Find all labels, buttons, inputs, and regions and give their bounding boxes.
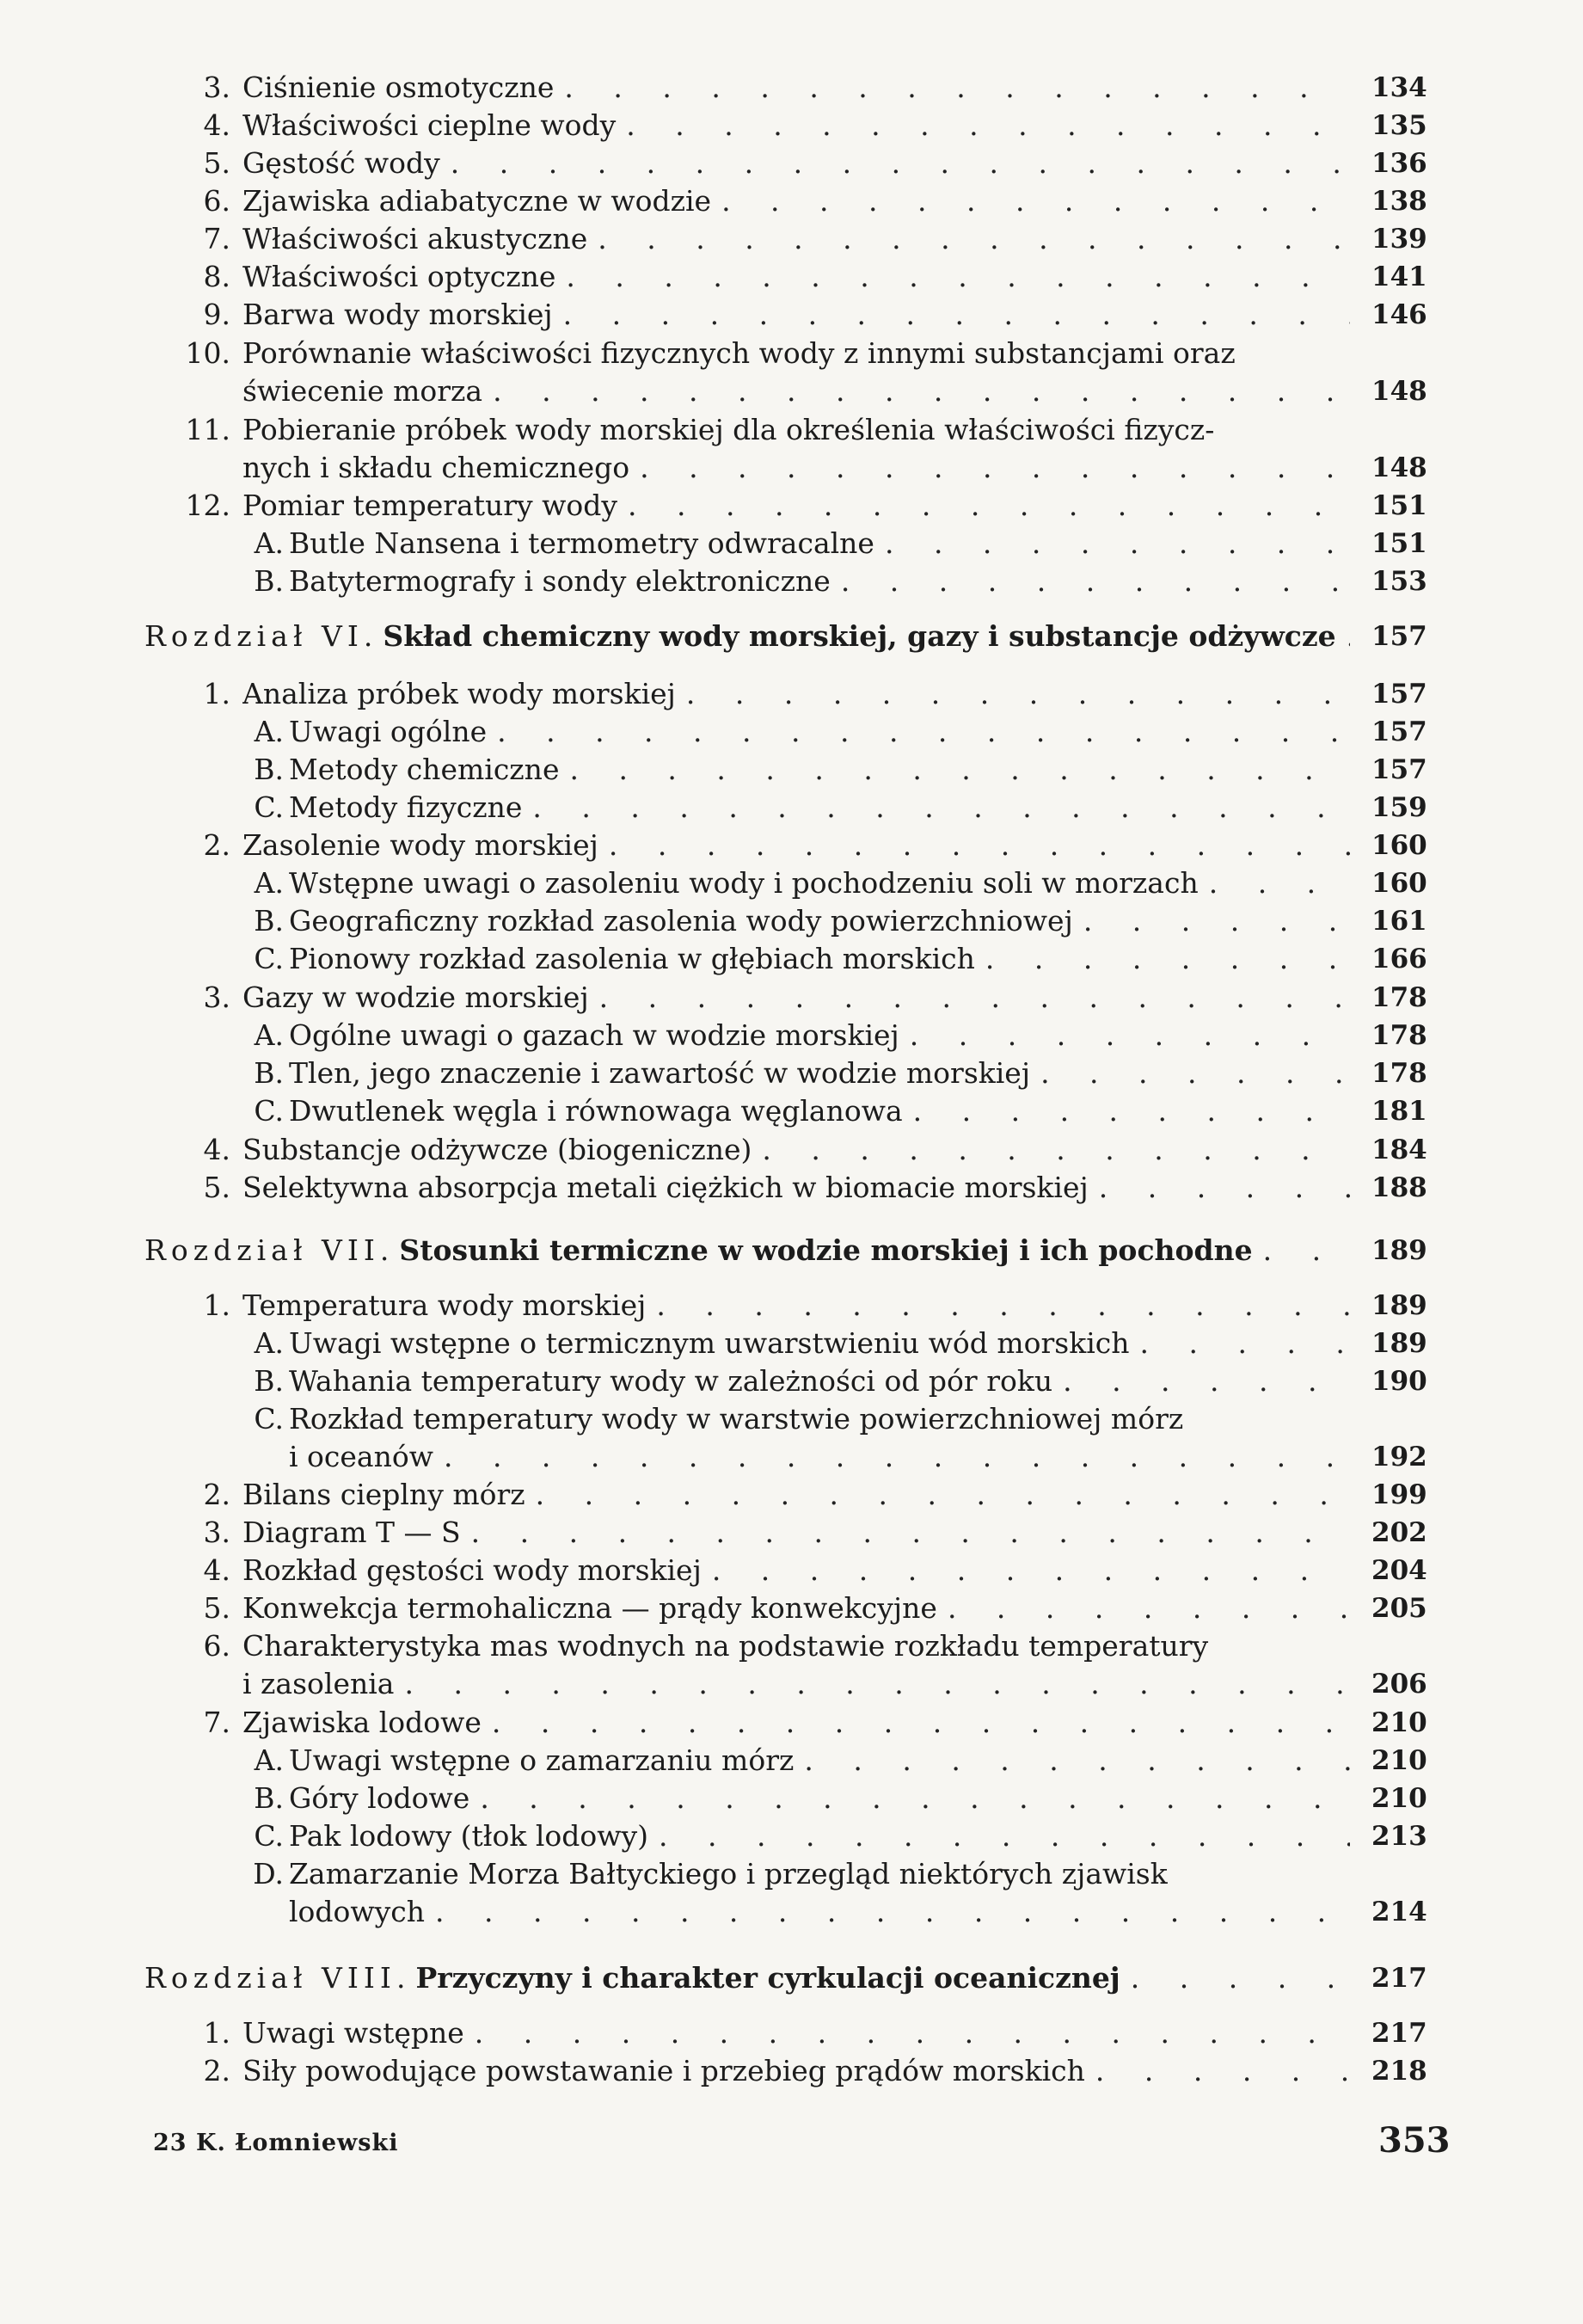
entry-number: 4. bbox=[203, 108, 230, 142]
page-reference: 181 bbox=[1371, 1096, 1427, 1127]
dot-leader bbox=[492, 713, 1350, 751]
entry-title: Ogólne uwagi o gazach w wodzie morskiej bbox=[289, 1018, 899, 1052]
toc-entry bbox=[0, 1855, 1583, 1893]
dot-leader bbox=[466, 1514, 1350, 1552]
chapter-heading bbox=[0, 1232, 1583, 1270]
dot-leader bbox=[908, 1092, 1350, 1130]
dot-leader bbox=[445, 144, 1350, 182]
page-reference: 210 bbox=[1371, 1745, 1427, 1776]
entry-number: B. bbox=[254, 564, 284, 598]
page-reference: 189 bbox=[1371, 1235, 1427, 1266]
page-reference: 148 bbox=[1371, 376, 1427, 407]
toc-entry bbox=[0, 902, 1583, 940]
dot-leader bbox=[1341, 618, 1350, 655]
entry-number: 4. bbox=[203, 1133, 230, 1166]
entry-title: Rozkład gęstości wody morskiej bbox=[242, 1553, 702, 1587]
page-reference: 157 bbox=[1371, 621, 1427, 652]
dot-leader bbox=[604, 827, 1350, 864]
toc-entry bbox=[0, 864, 1583, 902]
entry-number: 1. bbox=[203, 2016, 230, 2050]
entry-title: Metody chemiczne bbox=[289, 753, 560, 786]
dot-leader bbox=[942, 1589, 1350, 1627]
toc-entry bbox=[0, 144, 1583, 182]
entry-number: C. bbox=[254, 790, 284, 824]
entry-number: D. bbox=[253, 1857, 284, 1891]
entry-title: Zjawiska lodowe bbox=[242, 1706, 482, 1739]
entry-title: Barwa wody morskiej bbox=[242, 298, 553, 331]
page-reference: 199 bbox=[1371, 1479, 1427, 1510]
page-reference: 157 bbox=[1371, 754, 1427, 785]
entry-number: B. bbox=[254, 1056, 284, 1090]
toc-entry bbox=[0, 258, 1583, 296]
dot-leader bbox=[757, 1131, 1350, 1169]
entry-number: 2. bbox=[203, 828, 230, 862]
dot-leader bbox=[836, 563, 1350, 600]
toc-entry bbox=[0, 2052, 1583, 2090]
entry-number: A. bbox=[254, 526, 284, 560]
entry-number: B. bbox=[254, 904, 284, 938]
page-reference: 213 bbox=[1371, 1821, 1427, 1852]
page-reference: 218 bbox=[1371, 2056, 1427, 2087]
toc-entry bbox=[0, 296, 1583, 334]
entry-title: Pobieranie próbek wody morskiej dla określenia właściwości fizycz- bbox=[242, 413, 1215, 446]
entry-title: Pomiar temperatury wody bbox=[242, 489, 618, 522]
toc-entry bbox=[0, 979, 1583, 1017]
dot-leader bbox=[1035, 1054, 1350, 1092]
dot-leader bbox=[1090, 2052, 1350, 2090]
toc-entry bbox=[0, 1362, 1583, 1400]
entry-title: Wstępne uwagi o zasoleniu wody i pochodzeniu soli w morzach bbox=[289, 866, 1199, 900]
entry-number: B. bbox=[254, 1781, 284, 1815]
toc-entry bbox=[0, 1893, 1583, 1931]
page-reference: 141 bbox=[1371, 261, 1427, 292]
toc-entry bbox=[0, 1017, 1583, 1054]
entry-number: A. bbox=[254, 1326, 284, 1360]
entry-number: 10. bbox=[185, 336, 230, 370]
page-reference: 188 bbox=[1371, 1172, 1427, 1203]
toc-entry bbox=[0, 713, 1583, 751]
toc-entry bbox=[0, 1287, 1583, 1325]
entry-title: Zamarzanie Morza Bałtyckiego i przegląd niektórych zjawisk bbox=[289, 1857, 1168, 1891]
entry-number: 5. bbox=[203, 1171, 230, 1204]
chapter-label: Rozdział VII. bbox=[144, 1233, 395, 1267]
toc-entry bbox=[0, 372, 1583, 410]
page-reference: 157 bbox=[1371, 679, 1427, 710]
entry-number: B. bbox=[254, 753, 284, 786]
dot-leader bbox=[475, 1780, 1350, 1817]
entry-title: Góry lodowe bbox=[289, 1781, 470, 1815]
entry-title: świecenie morza bbox=[242, 374, 483, 408]
entry-title: Gęstość wody bbox=[242, 146, 440, 180]
entry-number: 5. bbox=[203, 1591, 230, 1625]
entry-number: 6. bbox=[203, 1629, 230, 1663]
dot-leader bbox=[561, 258, 1350, 296]
entry-number: 6. bbox=[203, 184, 230, 218]
entry-title: Substancje odżywcze (biogeniczne) bbox=[242, 1133, 752, 1166]
entry-title: Analiza próbek wody morskiej bbox=[242, 677, 676, 710]
page-reference: 148 bbox=[1371, 452, 1427, 483]
entry-title: Konwekcja termohaliczna — prądy konwekcyjne bbox=[242, 1591, 937, 1625]
toc-entry bbox=[0, 1552, 1583, 1589]
entry-title: Wahania temperatury wody w zależności od pór roku bbox=[289, 1364, 1053, 1398]
page-reference: 178 bbox=[1371, 1020, 1427, 1051]
entry-title: Uwagi wstępne o zamarzaniu mórz bbox=[289, 1743, 795, 1777]
toc-entry bbox=[0, 449, 1583, 487]
entry-title: Zjawiska adiabatyczne w wodzie bbox=[242, 184, 712, 218]
entry-title: Siły powodujące powstawanie i przebieg prądów morskich bbox=[242, 2054, 1085, 2087]
entry-title: Właściwości cieplne wody bbox=[242, 108, 617, 142]
toc-entry bbox=[0, 107, 1583, 144]
toc-entry bbox=[0, 411, 1583, 449]
entry-number: 2. bbox=[203, 2054, 230, 2087]
dot-leader bbox=[1135, 1325, 1351, 1362]
toc-entry bbox=[0, 487, 1583, 525]
entry-number: 3. bbox=[203, 71, 230, 104]
entry-number: 12. bbox=[185, 489, 230, 522]
dot-leader bbox=[980, 940, 1350, 978]
page-reference: 166 bbox=[1371, 944, 1427, 974]
entry-number: 9. bbox=[203, 298, 230, 331]
toc-entry bbox=[0, 751, 1583, 789]
entry-title: Butle Nansena i termometry odwracalne bbox=[289, 526, 874, 560]
dot-leader bbox=[1126, 1959, 1350, 1997]
toc-entry bbox=[0, 789, 1583, 827]
page-reference: 139 bbox=[1371, 224, 1427, 255]
entry-title: Właściwości optyczne bbox=[242, 260, 556, 293]
dot-leader bbox=[635, 449, 1350, 487]
chapter-label: Rozdział VIII. bbox=[144, 1961, 411, 1995]
toc-entry bbox=[0, 1131, 1583, 1169]
toc-entry bbox=[0, 2014, 1583, 2052]
dot-leader bbox=[799, 1742, 1350, 1780]
entry-title: Uwagi wstępne o termicznym uwarstwieniu wód morskich bbox=[289, 1326, 1130, 1360]
entry-title: lodowych bbox=[289, 1895, 426, 1928]
entry-title: i oceanów bbox=[289, 1440, 433, 1473]
page-reference: 161 bbox=[1371, 906, 1427, 937]
dot-leader bbox=[594, 979, 1350, 1017]
dot-leader bbox=[558, 296, 1350, 334]
page-reference: 202 bbox=[1371, 1517, 1427, 1548]
page-reference: 217 bbox=[1371, 2018, 1427, 2049]
dot-leader bbox=[621, 107, 1350, 144]
entry-title: Pionowy rozkład zasolenia w głębiach morskich bbox=[289, 942, 975, 975]
page-reference: 204 bbox=[1371, 1555, 1427, 1586]
chapter-title: Stosunki termiczne w wodzie morskiej i ich pochodne bbox=[399, 1233, 1253, 1267]
dot-leader bbox=[559, 69, 1350, 107]
dot-leader bbox=[653, 1817, 1350, 1855]
page-reference: 189 bbox=[1371, 1290, 1427, 1321]
dot-leader bbox=[1258, 1232, 1350, 1270]
toc-entry bbox=[0, 1438, 1583, 1476]
entry-number: B. bbox=[254, 1364, 284, 1398]
chapter-heading bbox=[0, 1959, 1583, 1997]
toc-entry bbox=[0, 1054, 1583, 1092]
dot-leader bbox=[681, 675, 1350, 713]
toc-entry bbox=[0, 182, 1583, 220]
toc-entry bbox=[0, 1704, 1583, 1742]
page-reference: 134 bbox=[1371, 72, 1427, 103]
entry-number: A. bbox=[254, 1743, 284, 1777]
entry-title: Rozkład temperatury wody w warstwie powierzchniowej mórz bbox=[289, 1402, 1184, 1436]
dot-leader bbox=[439, 1438, 1350, 1476]
entry-title: Dwutlenek węgla i równowaga węglanowa bbox=[289, 1094, 903, 1128]
entry-number: 1. bbox=[203, 677, 230, 710]
entry-title: Metody fizyczne bbox=[289, 790, 523, 824]
entry-title: Uwagi ogólne bbox=[289, 715, 488, 748]
dot-leader bbox=[1094, 1169, 1350, 1207]
chapter-heading bbox=[0, 618, 1583, 655]
toc-entry bbox=[0, 525, 1583, 563]
entry-number: A. bbox=[254, 866, 284, 900]
page-reference: 153 bbox=[1371, 566, 1427, 597]
page-reference: 138 bbox=[1371, 186, 1427, 217]
toc-entry bbox=[0, 1665, 1583, 1703]
entry-title: i zasolenia bbox=[242, 1667, 395, 1700]
page-reference: 214 bbox=[1371, 1897, 1427, 1927]
toc-entry bbox=[0, 1742, 1583, 1780]
chapter-title: Przyczyny i charakter cyrkulacji oceanicznej bbox=[415, 1961, 1120, 1995]
toc-entry bbox=[0, 1780, 1583, 1817]
dot-leader bbox=[1204, 864, 1350, 902]
page-reference: 135 bbox=[1371, 110, 1427, 141]
toc-entry bbox=[0, 563, 1583, 600]
dot-leader bbox=[592, 220, 1350, 258]
toc-entry bbox=[0, 675, 1583, 713]
dot-leader bbox=[707, 1552, 1350, 1589]
page-reference: 178 bbox=[1371, 982, 1427, 1013]
page-reference: 160 bbox=[1371, 830, 1427, 861]
toc-entry bbox=[0, 940, 1583, 978]
dot-leader bbox=[488, 372, 1350, 410]
toc-entry bbox=[0, 1627, 1583, 1665]
entry-number: 1. bbox=[203, 1288, 230, 1322]
entry-title: Ciśnienie osmotyczne bbox=[242, 71, 555, 104]
dot-leader bbox=[527, 789, 1350, 827]
entry-number: 2. bbox=[203, 1478, 230, 1511]
entry-title: Selektywna absorpcja metali ciężkich w biomacie morskiej bbox=[242, 1171, 1089, 1204]
page-reference: 151 bbox=[1371, 490, 1427, 521]
page-reference: 146 bbox=[1371, 299, 1427, 330]
page-reference: 184 bbox=[1371, 1134, 1427, 1165]
toc-entry bbox=[0, 1476, 1583, 1514]
dot-leader bbox=[716, 182, 1350, 220]
entry-title: Porównanie właściwości fizycznych wody z innymi substancjami oraz bbox=[242, 336, 1236, 370]
dot-leader bbox=[880, 525, 1350, 563]
entry-number: 5. bbox=[203, 146, 230, 180]
entry-number: 4. bbox=[203, 1553, 230, 1587]
dot-leader bbox=[1078, 902, 1350, 940]
page-reference: 190 bbox=[1371, 1366, 1427, 1397]
dot-leader bbox=[487, 1704, 1350, 1742]
dot-leader bbox=[430, 1893, 1350, 1931]
page-reference: 157 bbox=[1371, 716, 1427, 747]
entry-title: Diagram T — S bbox=[242, 1516, 461, 1549]
dot-leader bbox=[399, 1665, 1350, 1703]
entry-number: A. bbox=[254, 1018, 284, 1052]
page-reference: 217 bbox=[1371, 1963, 1427, 1994]
entry-title: Bilans cieplny mórz bbox=[242, 1478, 525, 1511]
page-reference: 192 bbox=[1371, 1442, 1427, 1472]
entry-number: C. bbox=[254, 1402, 284, 1436]
entry-title: Geograficzny rozkład zasolenia wody powierzchniowej bbox=[289, 904, 1073, 938]
page-reference: 210 bbox=[1371, 1707, 1427, 1738]
entry-number: 11. bbox=[185, 413, 230, 446]
entry-number: A. bbox=[254, 715, 284, 748]
entry-title: Zasolenie wody morskiej bbox=[242, 828, 598, 862]
toc-entry bbox=[0, 1400, 1583, 1438]
dot-leader bbox=[623, 487, 1350, 525]
entry-number: C. bbox=[254, 1819, 284, 1853]
entry-number: 3. bbox=[203, 981, 230, 1014]
toc-entry bbox=[0, 1817, 1583, 1855]
dot-leader bbox=[1058, 1362, 1350, 1400]
page-reference: 189 bbox=[1371, 1328, 1427, 1359]
footer-signature: 23 K. Łomniewski bbox=[153, 2130, 399, 2156]
entry-title: Temperatura wody morskiej bbox=[242, 1288, 647, 1322]
dot-leader bbox=[564, 751, 1350, 789]
entry-title: Pak lodowy (tłok lodowy) bbox=[289, 1819, 649, 1853]
entry-number: C. bbox=[254, 942, 284, 975]
page-reference: 160 bbox=[1371, 868, 1427, 899]
page-reference: 151 bbox=[1371, 528, 1427, 559]
page-reference: 159 bbox=[1371, 792, 1427, 823]
page-reference: 136 bbox=[1371, 148, 1427, 179]
entry-title: nych i składu chemicznego bbox=[242, 451, 630, 484]
toc-entry bbox=[0, 1325, 1583, 1362]
entry-number: 7. bbox=[203, 222, 230, 255]
entry-number: 3. bbox=[203, 1516, 230, 1549]
toc-entry bbox=[0, 827, 1583, 864]
toc-entry bbox=[0, 1092, 1583, 1130]
dot-leader bbox=[531, 1476, 1350, 1514]
toc-entry bbox=[0, 220, 1583, 258]
page-reference: 205 bbox=[1371, 1593, 1427, 1624]
dot-leader bbox=[905, 1017, 1350, 1054]
entry-title: Batytermografy i sondy elektroniczne bbox=[289, 564, 831, 598]
footer-page-number: 353 bbox=[1378, 2120, 1451, 2161]
entry-title: Gazy w wodzie morskiej bbox=[242, 981, 589, 1014]
chapter-title: Skład chemiczny wody morskiej, gazy i substancje odżywcze bbox=[383, 619, 1336, 653]
entry-number: C. bbox=[254, 1094, 284, 1128]
entry-title: Tlen, jego znaczenie i zawartość w wodzie morskiej bbox=[289, 1056, 1031, 1090]
page-reference: 210 bbox=[1371, 1783, 1427, 1814]
entry-title: Właściwości akustyczne bbox=[242, 222, 588, 255]
toc-entry bbox=[0, 1589, 1583, 1627]
dot-leader bbox=[469, 2014, 1350, 2052]
entry-title: Uwagi wstępne bbox=[242, 2016, 464, 2050]
page-reference: 178 bbox=[1371, 1058, 1427, 1089]
toc-entry bbox=[0, 335, 1583, 372]
toc-entry bbox=[0, 1169, 1583, 1207]
entry-number: 7. bbox=[203, 1706, 230, 1739]
toc-entry bbox=[0, 1514, 1583, 1552]
page-reference: 206 bbox=[1371, 1669, 1427, 1700]
entry-title: Charakterystyka mas wodnych na podstawie rozkładu temperatury bbox=[242, 1629, 1209, 1663]
entry-number: 8. bbox=[203, 260, 230, 293]
chapter-label: Rozdział VI. bbox=[144, 619, 378, 653]
toc-entry bbox=[0, 69, 1583, 107]
dot-leader bbox=[651, 1287, 1350, 1325]
